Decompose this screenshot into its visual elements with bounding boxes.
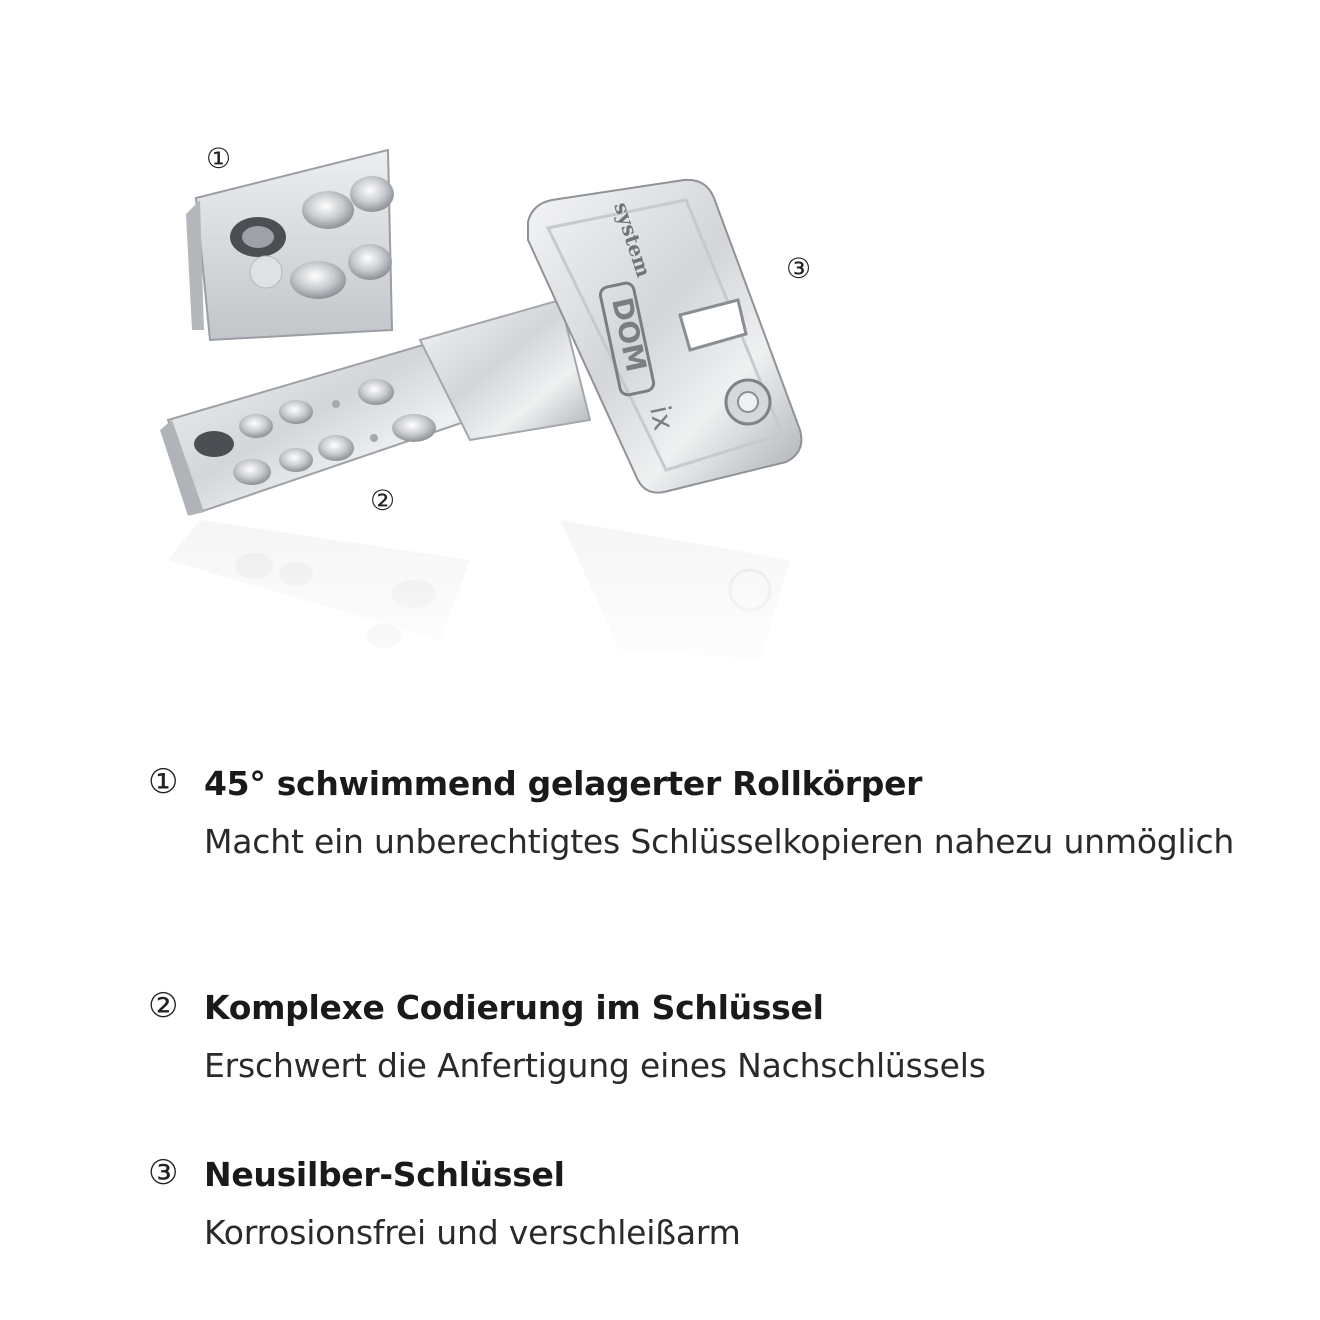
callout-2: ② — [370, 484, 396, 517]
feature-number: ③ — [148, 1153, 179, 1193]
feature-title: Komplexe Codierung im Schlüssel — [204, 988, 824, 1027]
callout-1: ① — [206, 142, 232, 175]
engraving-system: system — [609, 199, 656, 281]
detail-inset — [186, 150, 394, 340]
feature-description: Korrosionsfrei und verschleißarm — [204, 1213, 741, 1252]
feature-number: ① — [148, 762, 179, 802]
feature-number: ② — [148, 986, 179, 1026]
engraving-model: ix — [643, 402, 681, 434]
feature-title: Neusilber-Schlüssel — [204, 1155, 565, 1194]
engraving-brand: DOM — [605, 294, 654, 375]
feature-description: Macht ein unberechtigtes Schlüsselkopieren nahezu unmöglich — [204, 822, 1235, 861]
feature-title: 45° schwimmend gelagerter Rollkörper — [204, 764, 923, 803]
feature-description: Erschwert die Anfertigung eines Nachschlüssels — [204, 1046, 986, 1085]
callout-3: ③ — [786, 252, 812, 285]
